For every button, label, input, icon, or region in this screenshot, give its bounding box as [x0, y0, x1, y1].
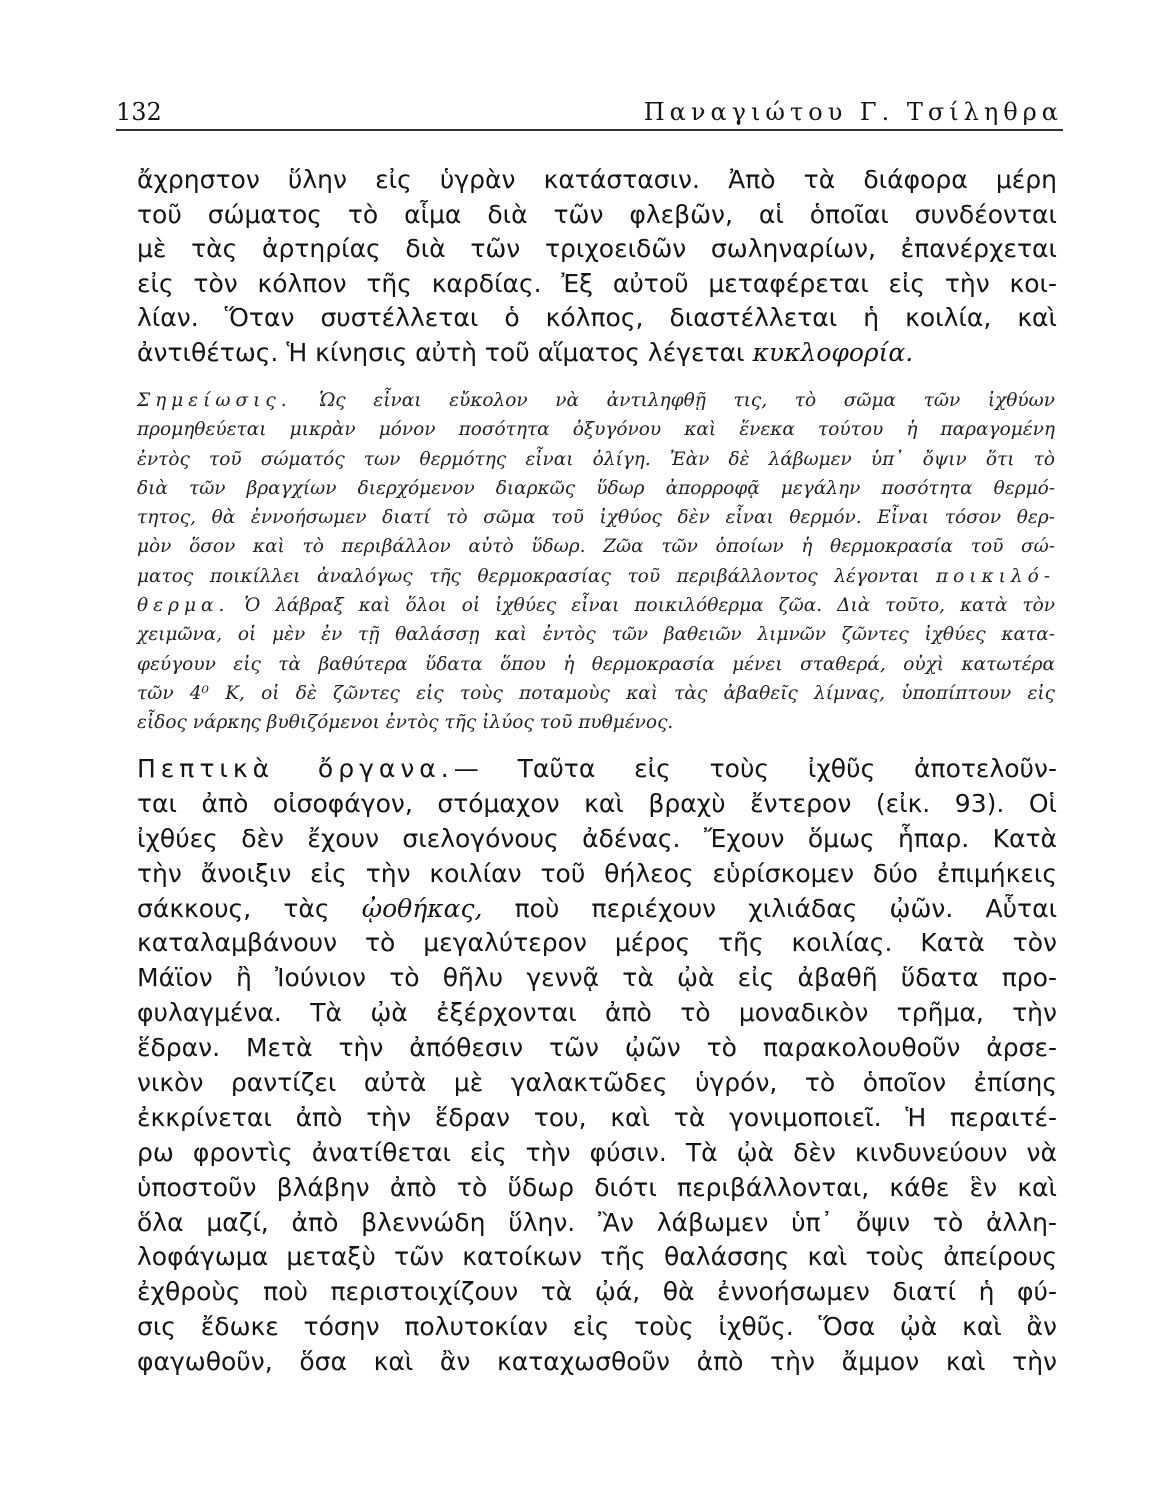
page-header [116, 96, 1063, 130]
term-ovaries: ᾠοθήκας, [361, 893, 483, 923]
note-line: χειμῶνα, οἱ μὲν ἐν τῇ θαλάσσῃ καὶ ἐντὸς τῶν βαθειῶν λιμνῶν ζῶντες ἰχθύες κατα- [137, 624, 1055, 646]
text-line: μὲ τὰς ἀρτηρίας διὰ τῶν τριχοειδῶν σωληναρίων, ἐπανέρχεται [137, 234, 1057, 264]
text-line: σις ἔδωκε τόσην πολυτοκίαν εἰς τοὺς ἰχθῦς. Ὅσα ᾠὰ καὶ ἂν [137, 1312, 1057, 1342]
header-rule [116, 129, 1063, 131]
note-line: ἐντὸς τοῦ σώματός των θερμότης εἶναι ὀλίγη. Ἐὰν δὲ λάβωμεν ὑπ᾽ ὄψιν ὅτι τὸ [137, 448, 1055, 470]
term-poikilotherm: ποικιλό- [935, 565, 1055, 587]
text-line: ἰχθύες δὲν ἔχουν σιελογόνους ἀδένας. Ἔχουν ὅμως ἧπαρ. Κατὰ [137, 823, 1057, 853]
text-line [137, 752, 1057, 787]
paragraph-circulation [137, 163, 1057, 371]
paragraph-digestive-organs [137, 752, 1057, 1380]
text-line: ἐκκρίνεται ἀπὸ τὴν ἕδραν του, καὶ τὰ γονιμοποιεῖ. Ἡ περαιτέ- [137, 1102, 1057, 1132]
text-line: εἰς τὸν κόλπον τῆς καρδίας. Ἐξ αὐτοῦ μεταφέρεται εἰς τὴν κοι- [137, 268, 1057, 298]
note-block [137, 386, 1055, 738]
text-line: ἐχθροὺς ποὺ περιστοιχίζουν τὰ ᾠά, θὰ ἐννοήσωμεν διατί ἡ φύ- [137, 1277, 1057, 1307]
text-line: φυλαγμένα. Τὰ ᾠὰ ἐξέρχονται ἀπὸ τὸ μοναδικὸν τρῆμα, τὴν [137, 998, 1057, 1028]
text-line [137, 892, 1057, 927]
note-label: Σημείωσις. [137, 390, 292, 411]
note-line: τῶν 4⁰ Κ, οἱ δὲ ζῶντες εἰς τοὺς ποταμοὺς καὶ τὰς ἀβαθεῖς λίμνας, ὑποπίπτουν εἰς [137, 682, 1055, 704]
text-line: Μάϊον ἢ Ἰούνιον τὸ θῆλυ γεννᾷ τὰ ᾠὰ εἰς ἀβαθῆ ὕδατα προ- [137, 963, 1057, 993]
text-segment: Ὁ λάβραξ καὶ ὅλοι οἱ ἰχθύες εἶναι ποικιλόθερμα ζῶα. Διὰ τοῦτο, κατὰ τὸν [244, 595, 1055, 617]
note-line: μὸν ὅσον καὶ τὸ περιβάλλον αὐτὸ ὕδωρ. Ζῶα τῶν ὁποίων ἡ θερμοκρασία τοῦ σώ- [137, 536, 1055, 558]
page-number: 132 [116, 98, 162, 126]
term-poikilotherm-end: θερμα. [137, 595, 230, 617]
text-line: ἄχρηστον ὕλην εἰς ὑγρὰν κατάστασιν. Ἀπὸ τὰ διάφορα μέρη [137, 165, 1057, 194]
note-line: διὰ τῶν βραγχίων διερχόμενον διαρκῶς ὕδωρ ἀπορροφᾷ μεγάλην ποσότητα θερμό- [137, 477, 1055, 499]
text-segment: ματος ποικίλλει ἀναλόγως τῆς θερμοκρασίας τοῦ περιβάλλοντος λέγονται [137, 565, 920, 587]
note-line: εἶδος νάρκης βυθιζόμενοι ἐντὸς τῆς ἰλύος τοῦ πυθμένος. [137, 712, 674, 734]
text-line: τοῦ σώματος τὸ αἷμα διὰ τῶν φλεβῶν, αἱ ὁποῖαι συνδέονται [137, 199, 1057, 229]
text-line: φαγωθοῦν, ὅσα καὶ ἂν καταχωσθοῦν ἀπὸ τὴν ἄμμον καὶ τὴν [137, 1347, 1057, 1377]
text-line: τὴν ἄνοιξιν εἰς τὴν κοιλίαν τοῦ θήλεος εὑρίσκομεν δύο ἐπιμήκεις [137, 858, 1057, 888]
note-line [137, 386, 1055, 415]
text-line: ρω φροντὶς ἀνατίθεται εἰς τὴν φύσιν. Τὰ ᾠὰ δὲν κινδυνεύουν νὰ [137, 1137, 1057, 1167]
note-line [137, 591, 1055, 620]
note-line: τητος, θὰ ἐννοήσωμεν διατί τὸ σῶμα τοῦ ἰχθύος δὲν εἶναι θερμόν. Εἶναι τόσον θερ- [137, 507, 1055, 529]
text-segment: σάκκους, τὰς [137, 893, 330, 923]
note-line [137, 562, 1055, 591]
text-line: ὅλα μαζί, ἀπὸ βλεννώδη ὕλην. Ἂν λάβωμεν ὑπ᾽ ὄψιν τὸ ἀλλη- [137, 1207, 1057, 1237]
text-segment: — Ταῦτα εἰς τοὺς ἰχθῦς ἀποτελοῦν- [453, 754, 1057, 783]
text-line: νικὸν ραντίζει αὐτὰ μὲ γαλακτῶδες ὑγρόν, τὸ ὁποῖον ἐπίσης [137, 1068, 1057, 1098]
text-line: καταλαμβάνουν τὸ μεγαλύτερον μέρος τῆς κοιλίας. Κατὰ τὸν [137, 928, 1057, 958]
text-segment: ποὺ περιέχουν χιλιάδας ᾠῶν. Αὗται [514, 893, 1058, 923]
note-line: φεύγουν εἰς τὰ βαθύτερα ὕδατα ὅπου ἡ θερμοκρασία μένει σταθερά, οὐχὶ κατωτέρα [137, 653, 1055, 675]
text-line: ἕδραν. Μετὰ τὴν ἀπόθεσιν τῶν ᾠῶν τὸ παρακολουθοῦν ἀρσε- [137, 1033, 1057, 1063]
note-line: προμηθεύεται μικρὰν μόνον ποσότητα ὀξυγόνου καὶ ἕνεκα τούτου ἡ παραγομένη [137, 419, 1055, 441]
text-segment: ἀντιθέτως. Ἡ κίνησις αὐτὴ τοῦ αἵματος λέγεται [137, 337, 745, 367]
text-line: ται ἀπὸ οἰσοφάγον, στόμαχον καὶ βραχὺ ἔντερον (εἰκ. 93). Οἱ [137, 788, 1057, 818]
term-circulation: κυκλοφορία. [752, 337, 914, 367]
text-line: λοφάγωμα μεταξὺ τῶν κατοίκων τῆς θαλάσσης καὶ τοὺς ἀπείρους [137, 1242, 1057, 1272]
running-head: Παναγιώτου Γ. Τσίληθρα [643, 98, 1063, 126]
text-segment: Ὡς εἶναι εὔκολον νὰ ἀντιληφθῇ τις, τὸ σῶμα τῶν ἰχθύων [319, 390, 1055, 411]
text-line: ὑποστοῦν βλάβην ἀπὸ τὸ ὕδωρ διότι περιβάλλονται, κάθε ἓν καὶ [137, 1172, 1057, 1202]
text-line: λίαν. Ὅταν συστέλλεται ὁ κόλπος, διαστέλλεται ἡ κοιλία, καὶ [137, 303, 1057, 333]
section-heading: Πεπτικὰ ὄργανα. [137, 754, 454, 783]
text-line [137, 336, 1057, 371]
